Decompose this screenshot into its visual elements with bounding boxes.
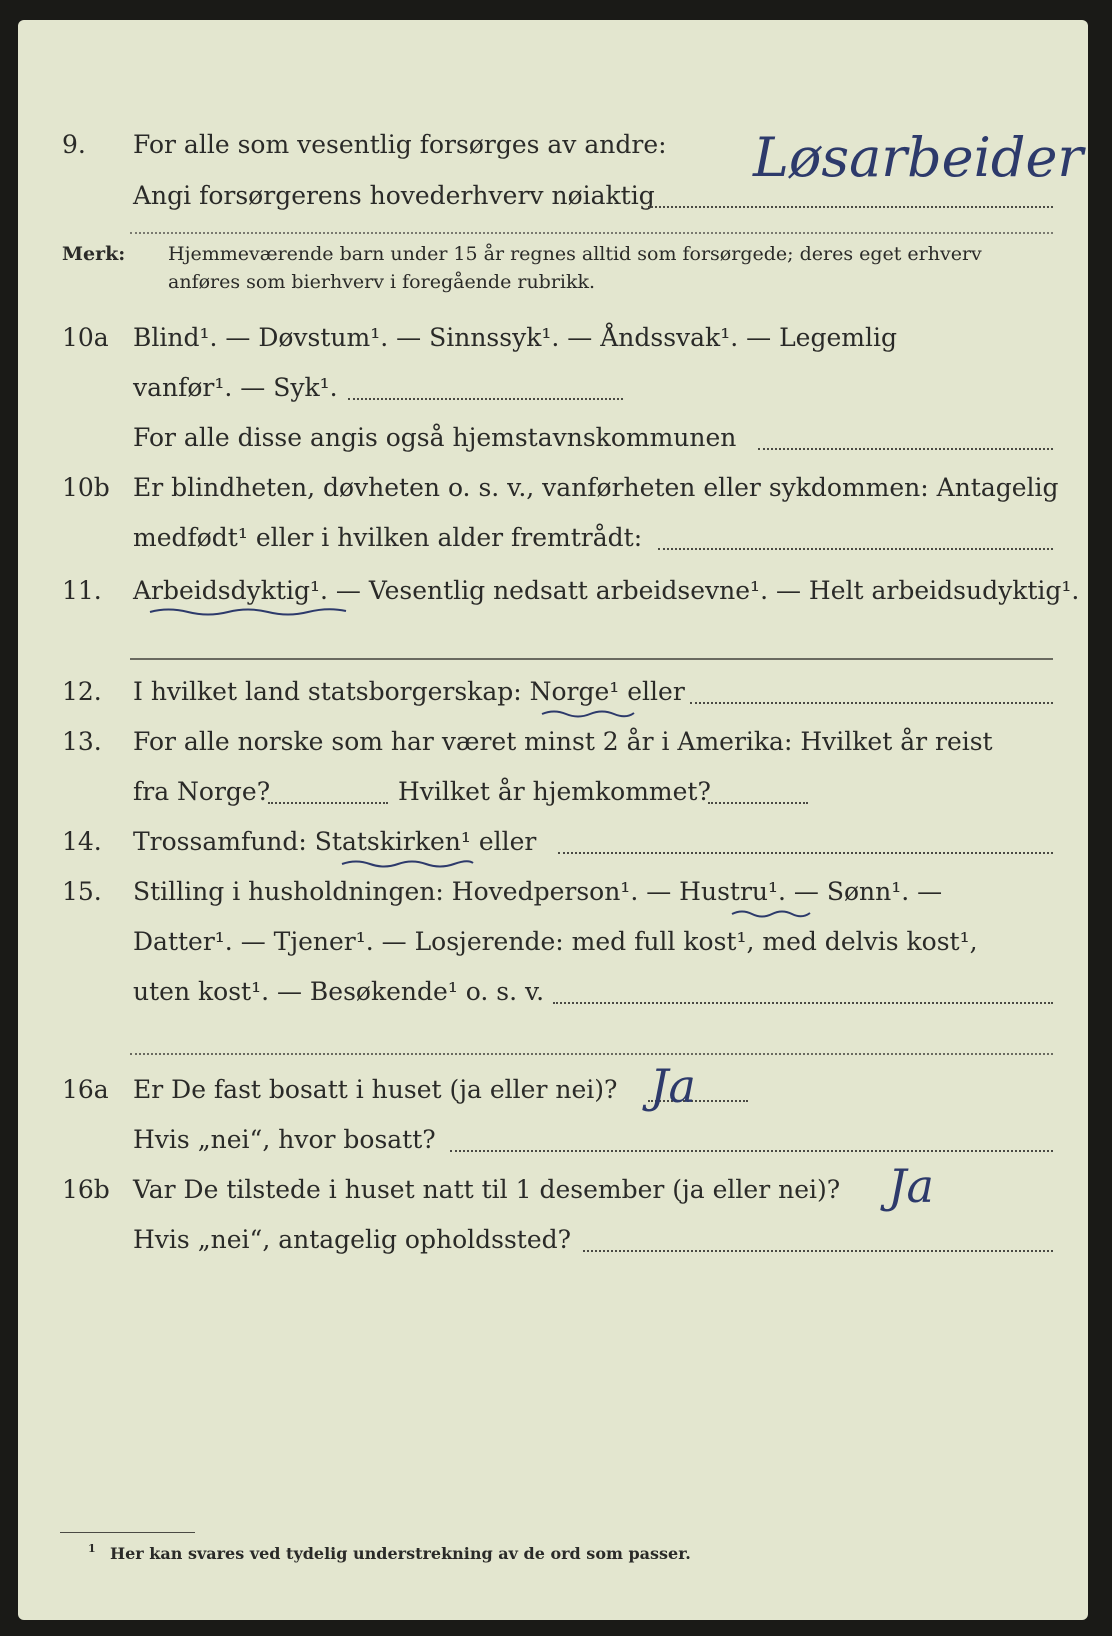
- q10b-text-1: Er blindheten, døvheten o. s. v., vanførheten eller sykdommen: Antagelig: [133, 473, 1059, 502]
- q9-handwritten-answer: Løsarbeider: [753, 126, 1084, 189]
- q13-year-return-line: [708, 802, 808, 804]
- q9-answer-line: [648, 206, 1053, 208]
- q16a-text-1: Er De fast bosatt i huset (ja eller nei)?: [133, 1075, 618, 1104]
- q16b-line2: [18, 1214, 1088, 1266]
- q15-number: 15.: [62, 877, 102, 906]
- q14-answer-line: [558, 852, 1053, 854]
- q16b-location-line: [583, 1250, 1053, 1252]
- q13-year-left-line: [268, 802, 388, 804]
- q10a-hometown-line: [758, 448, 1053, 450]
- q15-text-2: Datter¹. — Tjener¹. — Losjerende: med full kost¹, med delvis kost¹,: [133, 927, 978, 956]
- q12-text-1: I hvilket land statsborgerskap: Norge¹ eller: [133, 677, 685, 706]
- q16b-handwritten-answer: Ja: [888, 1159, 934, 1213]
- census-form-page: [18, 20, 1088, 1620]
- q16b-number: 16b: [62, 1175, 110, 1204]
- q10a-text-2: vanfør¹. — Syk¹.: [133, 373, 338, 402]
- q13-text-1: For alle norske som har været minst 2 år i Amerika: Hvilket år reist: [133, 727, 993, 756]
- q16b-text-2: Hvis „nei“, antagelig opholdssted?: [133, 1225, 572, 1254]
- q15-line2: [18, 916, 1088, 968]
- q16b-text-1: Var De tilstede i huset natt til 1 desember (ja eller nei)?: [133, 1175, 841, 1204]
- q15-blank-line: [130, 1053, 1053, 1055]
- q13-text-2: fra Norge?: [133, 777, 271, 806]
- q12-number: 12.: [62, 677, 102, 706]
- q13-number: 13.: [62, 727, 102, 756]
- q14-text-1: Trossamfund: Statskirken¹ eller: [133, 827, 537, 856]
- q11-number: 11.: [62, 576, 102, 605]
- q10a-line1: [18, 312, 1088, 364]
- q10b-answer-line: [658, 548, 1053, 550]
- q13-text-3: Hvilket år hjemkommet?: [398, 777, 711, 806]
- note-text-1: Hjemmeværende barn under 15 år regnes alltid som forsørgede; deres eget erhverv: [168, 243, 982, 265]
- q11-handwritten-underline: [148, 606, 348, 616]
- q10a-number: 10a: [62, 323, 109, 352]
- q15-text-3: uten kost¹. — Besøkende¹ o. s. v.: [133, 977, 545, 1006]
- q9-text-1: For alle som vesentlig forsørges av andre:: [133, 130, 667, 159]
- note-label: Merk:: [62, 243, 126, 265]
- q15-answer-line: [553, 1002, 1053, 1004]
- q10a-answer-line: [348, 398, 623, 400]
- q15-text-1: Stilling i husholdningen: Hovedperson¹. — Hustru¹. — Sønn¹. —: [133, 877, 943, 906]
- q11-blank-line: [130, 658, 1053, 660]
- q16a-handwritten-answer: Ja: [650, 1059, 696, 1113]
- q16a-number: 16a: [62, 1075, 109, 1104]
- q10a-text-3: For alle disse angis også hjemstavnskommunen: [133, 423, 737, 452]
- footnote-marker: 1: [88, 1542, 96, 1555]
- note-text-2: anføres som bierhverv i foregående rubrikk.: [168, 271, 596, 293]
- q14-line1: [18, 816, 1088, 868]
- q9-number: 9.: [62, 130, 86, 159]
- q11-text-1: Arbeidsdyktig¹. — Vesentlig nedsatt arbeidsevne¹. — Helt arbeidsudyktig¹.: [133, 576, 1080, 605]
- q10a-line3: [18, 412, 1088, 464]
- q12-answer-line: [690, 702, 1053, 704]
- footnote-text: Her kan svares ved tydelig understrekning av de ord som passer.: [110, 1544, 691, 1563]
- q14-number: 14.: [62, 827, 102, 856]
- q16a-line1: [18, 1064, 1088, 1116]
- q10b-number: 10b: [62, 473, 110, 502]
- footnote-rule: [60, 1532, 195, 1533]
- q15-line1: [18, 866, 1088, 918]
- q9-text-2: Angi forsørgerens hovederhverv nøiaktig: [133, 181, 655, 210]
- q10a-text-1: Blind¹. — Døvstum¹. — Sinnssyk¹. — Åndssvak¹. — Legemlig: [133, 323, 897, 352]
- q10b-text-2: medfødt¹ eller i hvilken alder fremtrådt:: [133, 523, 643, 552]
- q15-line3: [18, 966, 1088, 1018]
- q13-line2: [18, 766, 1088, 818]
- q16a-residence-line: [450, 1150, 1053, 1152]
- q16a-text-2: Hvis „nei“, hvor bosatt?: [133, 1125, 436, 1154]
- q9-blank-line: [130, 232, 1053, 234]
- q10b-line2: [18, 512, 1088, 564]
- q10a-line2: [18, 362, 1088, 414]
- q13-line1: [18, 716, 1088, 768]
- q10b-line1: [18, 462, 1088, 514]
